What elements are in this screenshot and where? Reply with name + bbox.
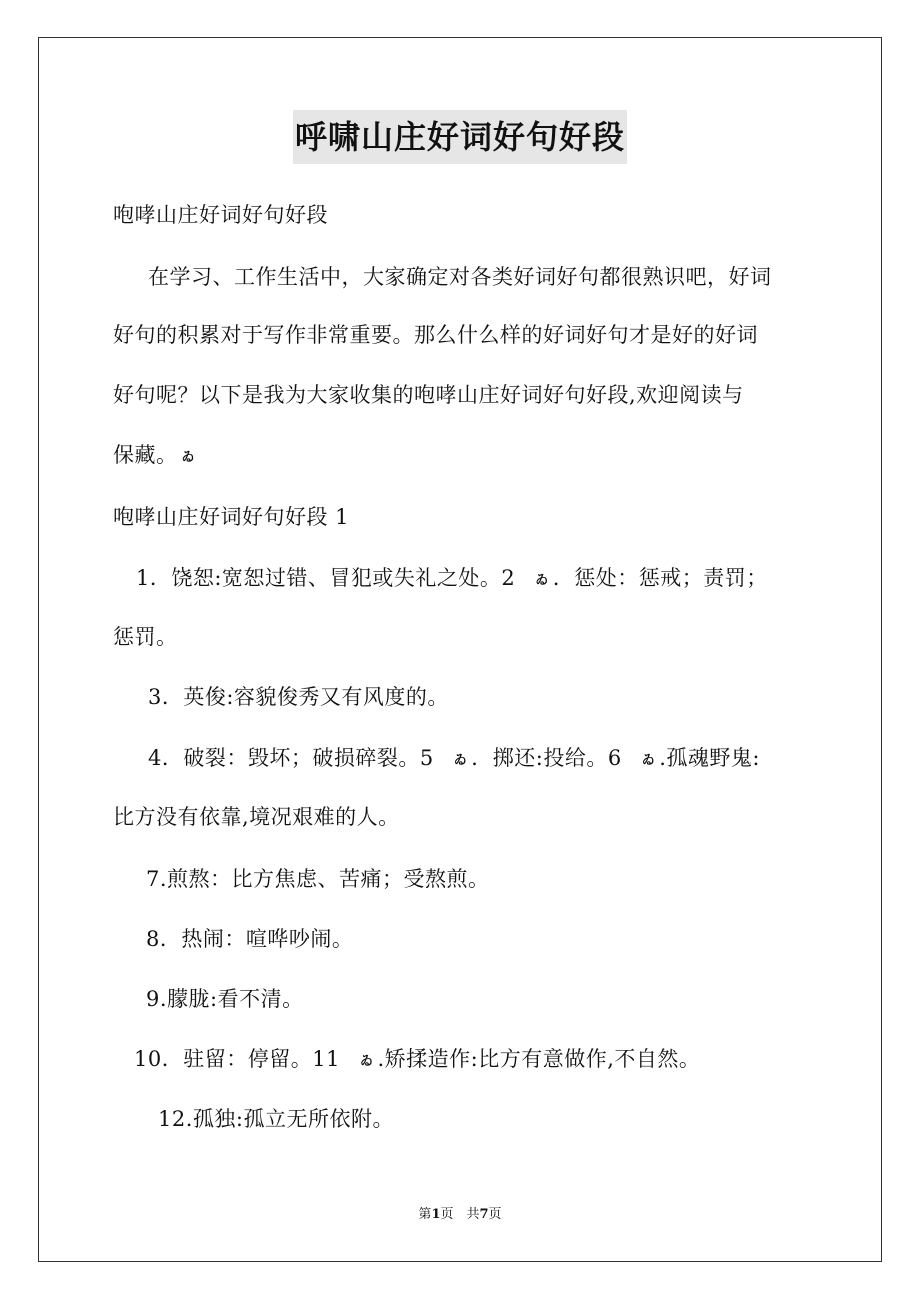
intro-line-2: 好句的积累对于写作非常重要。那么什么样的好词好句才是好的好词 — [113, 323, 758, 347]
footer-page-prefix: 第 — [418, 1207, 432, 1222]
item-line-2: 惩罚。 — [113, 625, 178, 649]
item-line-9 — [134, 1044, 700, 1077]
item-line-10: 12.孤独:孤立无所依附。 — [158, 1107, 394, 1131]
title-container — [0, 110, 920, 164]
mark-glyph: ゐ — [359, 1054, 374, 1069]
item-line-7: 8．热闹：喧哗吵闹。 — [146, 927, 354, 951]
section-heading: 咆哮山庄好词好句好段 1 — [113, 505, 350, 529]
item-line-1 — [136, 563, 768, 596]
intro-line-4 — [113, 440, 199, 473]
document-subtitle: 咆哮山庄好词好句好段 — [113, 203, 328, 227]
item-line-6: 7.煎熬：比方焦虑、苦痛；受熬煎。 — [146, 867, 490, 891]
item-line-8: 9.朦胧:看不清。 — [146, 987, 304, 1011]
intro-line-1: 在学习、工作生活中，大家确定对各类好词好句都很熟识吧，好词 — [148, 265, 772, 289]
mark-glyph: ゐ — [181, 450, 196, 465]
item-10-text: 10．驻留：停留。11 — [134, 1047, 340, 1071]
mark-glyph: ゐ — [535, 573, 549, 588]
item-4-text: 4．破裂：毁坏；破损碎裂。5 — [148, 746, 434, 770]
item-11-text: .矫揉造作:比方有意做作,不自然。 — [377, 1047, 701, 1071]
item-line-4 — [148, 743, 760, 776]
item-2-text: ．惩处：惩戒；责罚； — [552, 566, 768, 590]
footer-page-suffix: 页 — [488, 1207, 502, 1222]
item-line-5: 比方没有依靠,境况艰难的人。 — [113, 805, 400, 829]
item-line-3: 3．英俊:容貌俊秀又有风度的。 — [148, 685, 449, 709]
mark-glyph: ゐ — [641, 753, 656, 768]
item-6-text: .孤魂野鬼: — [659, 746, 760, 770]
page-footer — [0, 1205, 920, 1225]
footer-page-total: 7 — [479, 1207, 489, 1222]
item-5-text: ．掷还:投给。6 — [471, 746, 622, 770]
intro-line-3: 好句呢？以下是我为大家收集的咆哮山庄好词好句好段,欢迎阅读与 — [113, 383, 744, 407]
intro-line-4-text: 保藏。 — [113, 443, 178, 467]
item-1-text: 1．饶恕:宽恕过错、冒犯或失礼之处。2 — [136, 566, 516, 590]
footer-page-mid: 页 共 — [440, 1207, 480, 1222]
document-title: 呼啸山庄好词好句好段 — [293, 110, 627, 164]
footer-page-number: 1 — [431, 1207, 441, 1222]
mark-glyph: ゐ — [453, 753, 468, 768]
